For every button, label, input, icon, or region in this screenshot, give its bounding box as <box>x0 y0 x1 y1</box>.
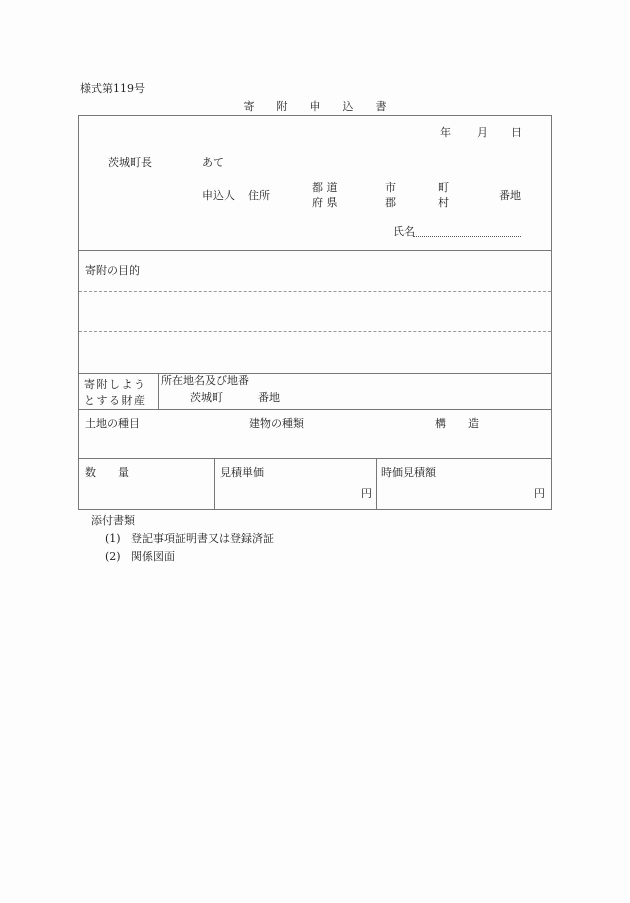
name-field-line[interactable] <box>413 236 521 237</box>
building-type-label: 建物の種類 <box>249 417 304 430</box>
city-bottom: 郡 <box>385 196 396 209</box>
col-divider <box>158 373 159 409</box>
title-char: 書 <box>375 100 387 113</box>
banchi-label: 番地 <box>499 189 521 202</box>
form-table <box>78 115 552 510</box>
document-title <box>0 101 630 112</box>
town-top: 町 <box>438 181 449 194</box>
col-divider <box>376 458 377 509</box>
col-divider <box>214 458 215 509</box>
city-top: 市 <box>385 181 396 194</box>
location-town: 茨城町 <box>190 391 223 404</box>
location-label: 所在地名及び地番 <box>161 374 249 387</box>
name-label: 氏名 <box>393 225 415 238</box>
row-divider <box>79 409 551 410</box>
land-type-label: 土地の種目 <box>85 417 140 430</box>
title-char: 込 <box>342 100 354 113</box>
purpose-line <box>79 331 551 332</box>
form-number: 様式第119号 <box>80 82 145 95</box>
quantity-label: 数 量 <box>85 466 129 479</box>
title-char: 申 <box>309 100 321 113</box>
unit-price-label: 見積単価 <box>220 466 264 479</box>
attachment-num: (2) <box>105 550 121 563</box>
town-bottom: 村 <box>438 196 449 209</box>
attachment-text: 登記事項証明書又は登録済証 <box>131 532 274 545</box>
location-banchi: 番地 <box>258 391 280 404</box>
property-label-line2: とする財産 <box>84 394 147 407</box>
addressee: 茨城町長 <box>108 156 152 169</box>
row-divider <box>79 373 551 374</box>
date-year: 年 <box>440 126 451 139</box>
purpose-line <box>79 291 551 292</box>
pref-top: 都 道 <box>312 181 338 194</box>
purpose-label: 寄附の目的 <box>85 264 140 277</box>
applicant-label: 申込人 <box>202 189 235 202</box>
pref-bottom: 府 県 <box>312 196 338 209</box>
attachment-text: 関係図面 <box>131 550 175 563</box>
property-label-line1: 寄附しよう <box>84 378 147 391</box>
date-day: 日 <box>511 126 522 139</box>
title-char: 附 <box>276 100 288 113</box>
row-divider <box>79 250 551 251</box>
market-value-yen: 円 <box>534 487 545 500</box>
structure-label: 構 造 <box>435 417 479 430</box>
row-divider <box>79 458 551 459</box>
addressee-suffix: あて <box>202 156 224 169</box>
attachments-heading: 添付書類 <box>91 514 135 527</box>
date-month: 月 <box>477 126 488 139</box>
address-label: 住所 <box>248 189 270 202</box>
unit-price-yen: 円 <box>361 487 372 500</box>
title-char: 寄 <box>243 100 255 113</box>
attachment-num: (1) <box>105 532 121 545</box>
market-value-label: 時価見積額 <box>381 466 436 479</box>
